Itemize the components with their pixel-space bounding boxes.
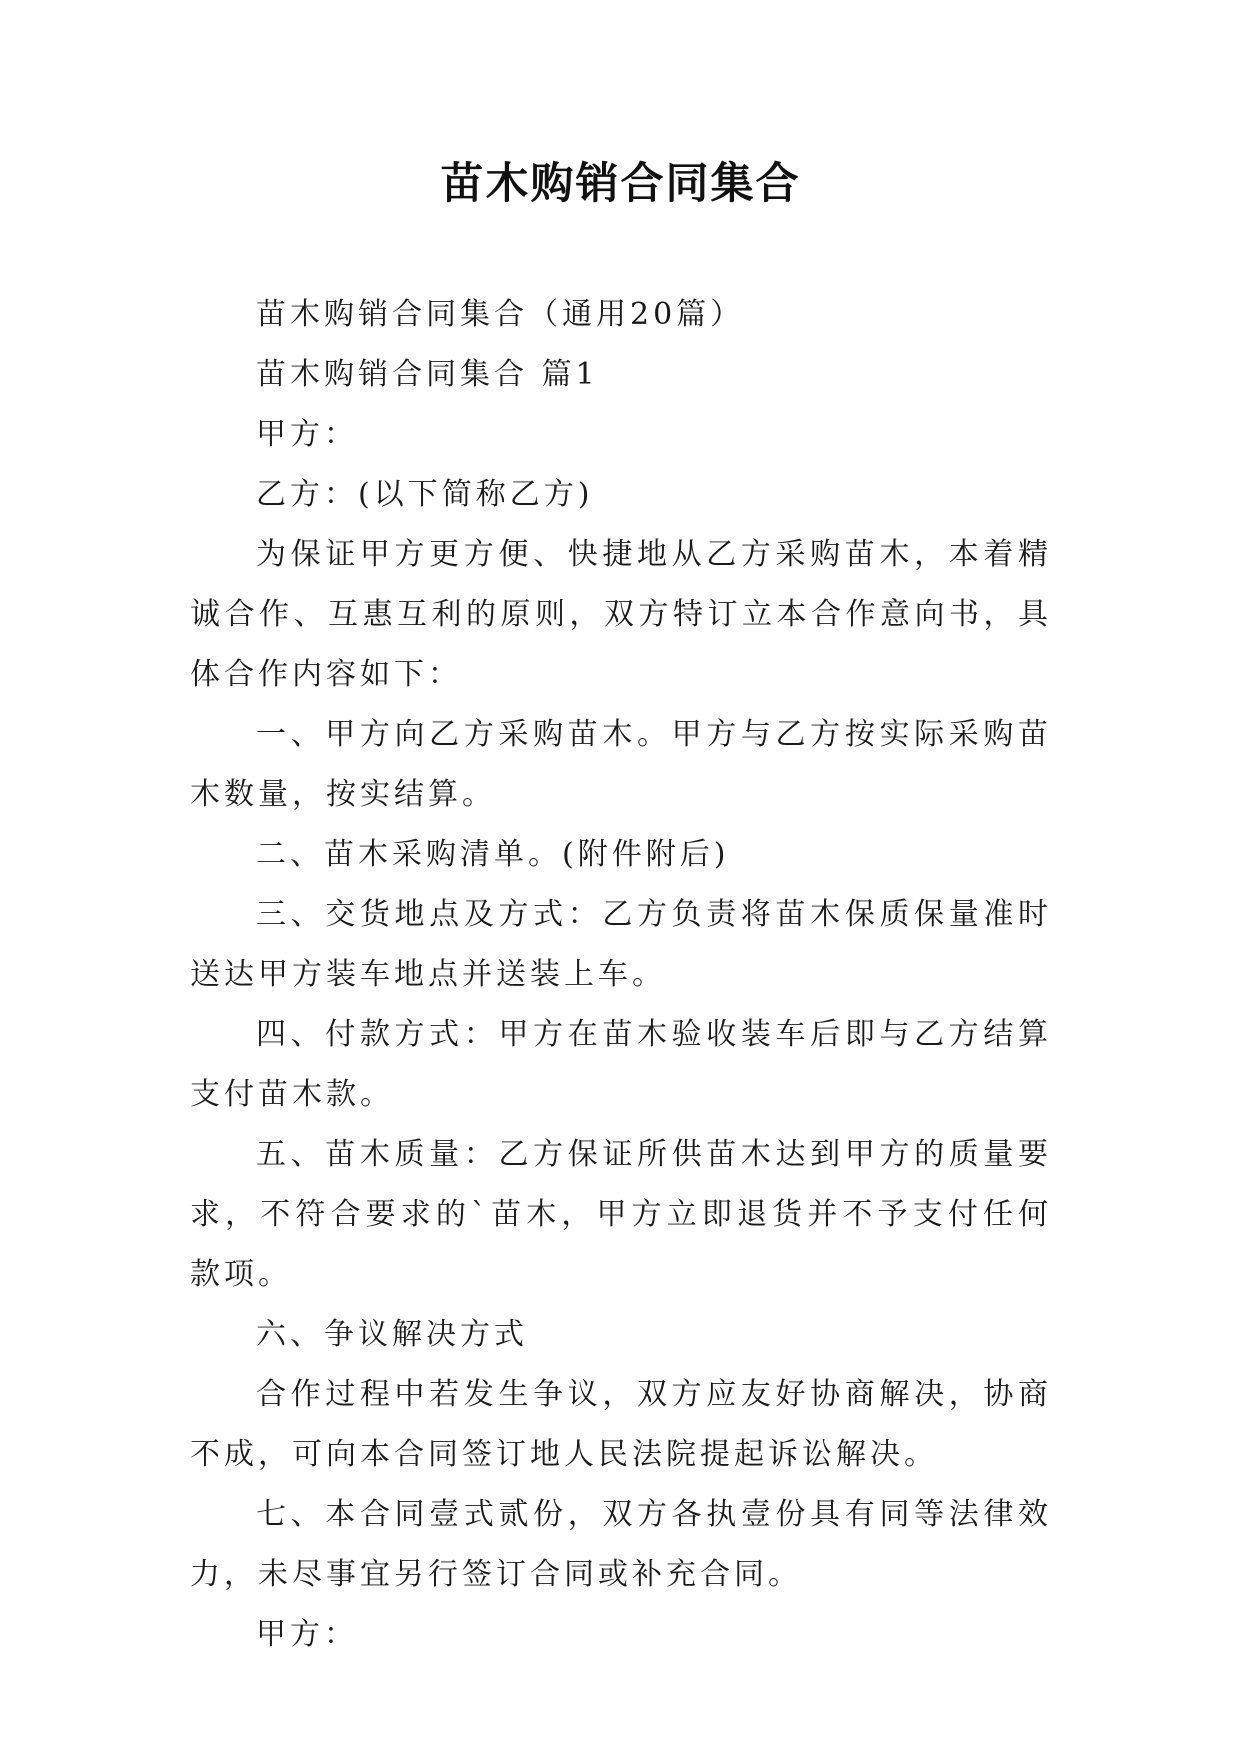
section-heading: 苗木购销合同集合 篇1 (256, 357, 599, 392)
party-b-label: 乙方：(以下简称乙方) (256, 477, 594, 512)
clause-7: 七、本合同壹式贰份，双方各执壹份具有同等法律效力，未尽事宜另行签订合同或补充合同。 (190, 1497, 1052, 1592)
clause-1: 一、甲方向乙方采购苗木。甲方与乙方按实际采购苗木数量，按实结算。 (190, 717, 1052, 812)
clause-6-heading: 六、争议解决方式 (256, 1317, 528, 1352)
party-a-label: 甲方： (256, 417, 358, 452)
clause-6-body: 合作过程中若发生争议，双方应友好协商解决，协商不成，可向本合同签订地人民法院提起诉讼解决。 (190, 1377, 1052, 1472)
clause-5: 五、苗木质量：乙方保证所供苗木达到甲方的质量要求，不符合要求的`苗木，甲方立即退货并不予支付任何款项。 (190, 1137, 1052, 1292)
document-title: 苗木购销合同集合 (440, 159, 801, 209)
intro-paragraph: 为保证甲方更方便、快捷地从乙方采购苗木，本着精诚合作、互惠互利的原则，双方特订立本合作意向书，具体合作内容如下： (190, 537, 1052, 692)
clause-4: 四、付款方式：甲方在苗木验收装车后即与乙方结算支付苗木款。 (190, 1017, 1052, 1112)
clause-2: 二、苗木采购清单。(附件附后) (256, 837, 730, 872)
clause-3: 三、交货地点及方式：乙方负责将苗木保质保量准时送达甲方装车地点并送装上车。 (190, 897, 1052, 992)
document-body (190, 285, 1052, 1665)
party-a-signature-label: 甲方： (256, 1617, 358, 1652)
subtitle-paragraph: 苗木购销合同集合（通用20篇） (256, 297, 745, 332)
